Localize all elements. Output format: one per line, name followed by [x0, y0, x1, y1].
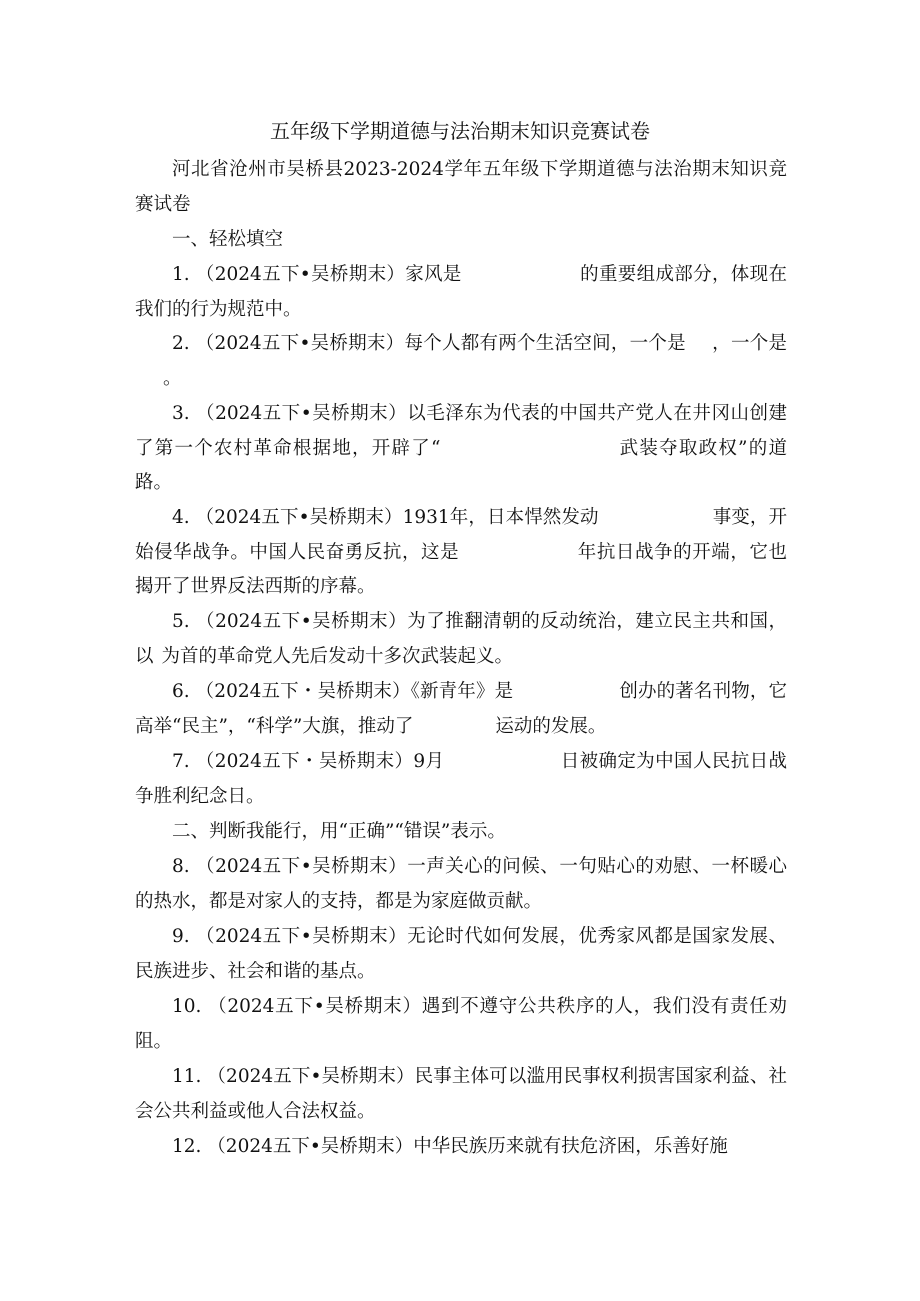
question-2-text-b: ，一个是: [711, 333, 787, 354]
question-6: [135, 675, 787, 744]
question-10: 10. （2024五下•吴桥期末）遇到不遵守公共秩序的人，我们没有责任劝阻。: [135, 996, 787, 1052]
question-5-text-a: 5. （2024五下•吴桥期末）为了推翻清朝的反动统治，建立民主共和国，以: [135, 611, 787, 667]
question-7-text-a: 7. （2024五下・吴桥期末）9月: [172, 751, 445, 772]
question-3-text-b: 武装夺取政权”的道路。: [135, 437, 787, 493]
question-4-text-c: 年抗日战争的开端，它也揭开了世界反法西斯的序幕。: [135, 541, 787, 597]
question-12: 12. （2024五下•吴桥期末）中华民族历来就有扶危济困，乐善好施: [172, 1136, 728, 1157]
question-4-text-b: 事变，开始侵华战争。中国人民奋勇反抗，这是: [135, 507, 787, 563]
question-7: [135, 745, 787, 814]
question-2-text-a: 2. （2024五下•吴桥期末）每个人都有两个生活空间，一个是: [172, 333, 686, 354]
question-9: 9. （2024五下•吴桥期末）无论时代如何发展，优秀家风都是国家发展、民族进步、社会和谐的基点。: [135, 926, 787, 982]
question-4: [135, 501, 787, 605]
question-6-text-c: 运动的发展。: [495, 715, 607, 737]
question-1: [135, 258, 787, 327]
question-7-text-b: 日被确定为中国人民抗日战争胜利纪念日。: [135, 751, 787, 807]
exam-title: 五年级下学期道德与法治期末知识竞赛试卷: [270, 119, 650, 143]
exam-subtitle: 河北省沧州市吴桥县2023-2024学年五年级下学期道德与法治期末知识竞赛试卷: [135, 159, 787, 215]
section-judgment-heading: 二、判断我能行，用“正确”“错误”表示。: [172, 821, 506, 842]
question-11: 11. （2024五下•吴桥期末）民事主体可以滥用民事权利损害国家利益、社会公共利益或他人合法权益。: [135, 1066, 787, 1122]
question-6-text-a: 6. （2024五下・吴桥期末）《新青年》是: [172, 681, 514, 702]
question-6-text-b: 创办的著名刊物，它高举“民主”，“科学”大旗，推动了: [135, 681, 787, 737]
question-5: [135, 605, 787, 674]
question-8: 8. （2024五下•吴桥期末）一声关心的问候、一句贴心的劝慰、一杯暖心的热水，都是对家人的支持，都是为家庭做贡献。: [135, 856, 787, 912]
question-5-text-b: 为首的革命党人先后发动十多次武装起义。: [161, 645, 514, 667]
question-4-text-a: 4. （2024五下•吴桥期末）1931年，日本悍然发动: [172, 507, 599, 528]
question-3-text-a: 3. （2024五下•吴桥期末）以毛泽东为代表的中国共产党人在井冈山创建了第一个农村革命根据地，开辟了“: [135, 403, 787, 459]
question-1-text-a: 1. （2024五下•吴桥期末）家风是: [172, 264, 462, 285]
section-fill-in-heading: 一、轻松填空: [172, 229, 284, 250]
question-2-text-c: 。: [163, 367, 182, 389]
question-3: [135, 397, 787, 501]
question-1-text-b: 的重要组成部分，体现在我们的行为规范中。: [135, 264, 787, 320]
question-2: [135, 327, 787, 396]
